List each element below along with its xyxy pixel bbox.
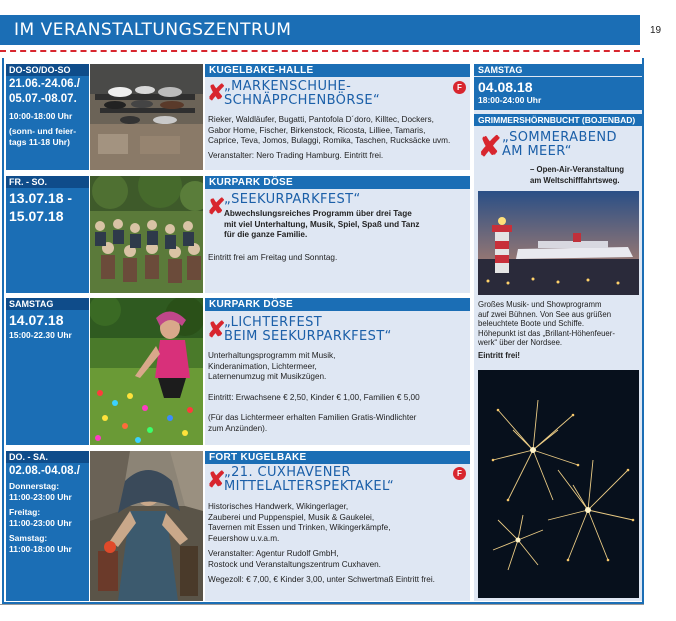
event-4-text-line: Zauberei und Puppenspiel, Musik & Gaukelei, bbox=[208, 512, 375, 522]
event-2-date-label: FR. - SO. bbox=[6, 176, 89, 188]
page-number: 19 bbox=[650, 25, 662, 36]
right-subtitle bbox=[530, 165, 624, 186]
event-2-title bbox=[224, 193, 361, 207]
event-1-text bbox=[208, 115, 450, 161]
event-1-date-line: 05.07.-08.07. bbox=[9, 93, 77, 105]
event-2-date-box bbox=[6, 176, 89, 293]
event-4-time: 11:00-18:00 Uhr bbox=[9, 544, 72, 554]
event-2-text-line: Eintritt frei am Freitag und Sonntag. bbox=[208, 253, 338, 262]
right-date-label: SAMSTAG bbox=[474, 64, 642, 76]
right-time: 18:00-24:00 Uhr bbox=[478, 95, 542, 105]
event-4-text-line: Veranstalter: Agentur Rudolf GmbH, bbox=[208, 549, 339, 558]
right-photo-fireworks bbox=[478, 370, 639, 598]
event-1-text-line: Rieker, Waldläufer, Bugatti, Pantofola D´doro, Killtec, Dockers, bbox=[208, 115, 434, 124]
event-2-text-line: Abwechslungsreiches Programm über drei Tage bbox=[224, 209, 412, 218]
x-marker-icon: ✘ bbox=[207, 194, 226, 219]
event-4-time: 11:00-23:00 Uhr bbox=[9, 518, 72, 528]
event-1-f-badge: F bbox=[453, 81, 466, 94]
event-4-time: Samstag: bbox=[9, 533, 48, 543]
event-3-text-line: Unterhaltungsprogramm mit Musik, bbox=[208, 351, 336, 360]
event-1-date-box bbox=[6, 64, 89, 170]
event-1-photo-shoes bbox=[90, 64, 203, 170]
event-4-title bbox=[224, 466, 394, 494]
event-1-text-line: Veranstalter: Nero Trading Hamburg. Eintritt frei. bbox=[208, 150, 384, 160]
right-title-line: AM MEER“ bbox=[502, 144, 572, 159]
event-4-text bbox=[208, 502, 435, 586]
right-date-box bbox=[474, 77, 642, 110]
event-3-text bbox=[208, 351, 420, 434]
event-2-date-line: 15.07.18 bbox=[9, 208, 64, 224]
right-text-line: Großes Musik- und Showprogramm bbox=[478, 300, 602, 309]
x-marker-icon: ✘ bbox=[207, 467, 226, 492]
right-subtitle-line: am Weltschifffahrtsweg. bbox=[530, 175, 620, 185]
event-3-text-line: Eintritt: Erwachsene € 2,50, Kinder € 1,00, Familien € 5,00 bbox=[208, 392, 420, 402]
event-2-title-line: „SEEKURPARKFEST“ bbox=[224, 192, 361, 207]
section-header bbox=[0, 15, 640, 45]
event-3-venue: KURPARK DÖSE bbox=[205, 298, 470, 311]
event-4-time: Freitag: bbox=[9, 507, 41, 517]
right-text-line: werk“ über der Nordsee. bbox=[478, 338, 563, 348]
event-4-time: 11:00-23:00 Uhr bbox=[9, 492, 72, 502]
right-title-line: „SOMMERABEND bbox=[502, 130, 617, 145]
event-3-text-line: zum Anzünden). bbox=[208, 423, 268, 433]
event-4-title-line: MITTELALTERSPEKTAKEL“ bbox=[224, 479, 395, 494]
event-3-text-line: Laternenumzug mit Musikzügen. bbox=[208, 372, 327, 381]
right-date: 04.08.18 bbox=[478, 79, 533, 95]
event-1-date-label: DO-SO/DO-SO bbox=[6, 64, 89, 76]
event-2-text-line: mit viel Unterhaltung, Musik, Spiel, Spaß und Tanz bbox=[224, 219, 420, 229]
right-text-line: auf zwei Bühnen. Von See aus grüßen bbox=[478, 309, 612, 319]
right-text-line: beleuchtete Boote und Schiffe. bbox=[478, 319, 585, 329]
right-text bbox=[478, 300, 615, 361]
event-3-photo-lights bbox=[90, 298, 203, 445]
event-4-date-label: DO. - SA. bbox=[6, 451, 89, 463]
right-subtitle-line: – Open-Air-Veranstaltung bbox=[530, 165, 625, 174]
event-3-date-box bbox=[6, 298, 89, 445]
event-2-text-line: für die ganze Familie. bbox=[224, 230, 308, 239]
event-1-title-line: „MARKENSCHUHE- bbox=[224, 79, 352, 94]
event-1-venue: KUGELBAKE-HALLE bbox=[205, 64, 470, 77]
right-title bbox=[502, 131, 617, 159]
event-2-text-bold bbox=[224, 209, 419, 241]
event-1-date-line: 21.06.-24.06./ bbox=[9, 78, 80, 90]
event-4-f-badge: F bbox=[453, 467, 466, 480]
event-4-text-line: Feuershow u.v.a.m. bbox=[208, 533, 280, 543]
event-1-title bbox=[224, 80, 380, 108]
event-4-text-line: Tavernen mit Essen und Trinken, Wikingerkämpfe, bbox=[208, 523, 391, 532]
event-1-title-line: SCHNÄPPCHENBÖRSE“ bbox=[224, 93, 381, 108]
event-4-text-line: Rostock und Veranstaltungszentrum Cuxhaven. bbox=[208, 559, 381, 569]
event-2-photo-crowd bbox=[90, 176, 203, 293]
event-2-text bbox=[208, 253, 337, 264]
x-marker-icon: ✘ bbox=[207, 80, 226, 105]
dashed-divider bbox=[0, 50, 640, 52]
right-venue: GRIMMERSHÖRNBUCHT (BOJENBAD) bbox=[474, 114, 642, 126]
event-1-text-line: Gabor Home, Fischer, Birkenstock, Ricosta, Lilliee, Tamaris, bbox=[208, 125, 426, 135]
bottom-rule bbox=[0, 604, 644, 605]
event-1-time: (sonn- und feier- bbox=[9, 126, 77, 136]
event-3-date-label: SAMSTAG bbox=[6, 298, 89, 310]
event-4-text-line: Wegezoll: € 7,00, € Kinder 3,00, unter Schwertmaß Eintritt frei. bbox=[208, 575, 435, 584]
event-3-title bbox=[224, 316, 392, 344]
event-4-title-line: „21. CUXHAVENER bbox=[224, 465, 351, 480]
event-4-date-line: 02.08.-04.08./ bbox=[9, 465, 80, 477]
event-1-time: 10:00-18:00 Uhr bbox=[9, 111, 73, 121]
right-text-line: Höhepunkt ist das „Brillant-Höhenfeuer- bbox=[478, 328, 615, 338]
event-1-text-line: Caprice, Teva, Jomos, Bulaggi, Romika, Taschen, Rucksäcke uvm. bbox=[208, 136, 451, 145]
event-2-date-line: 13.07.18 - bbox=[9, 190, 73, 206]
x-marker-icon: ✘ bbox=[478, 131, 502, 162]
event-3-text-line: Kinderanimation, Lichtermeer, bbox=[208, 361, 317, 371]
event-3-time: 15:00-22.30 Uhr bbox=[9, 330, 72, 340]
event-3-text-line: (Für das Lichtermeer erhalten Familien Gratis-Windlichter bbox=[208, 413, 417, 422]
event-3-date-line: 14.07.18 bbox=[9, 312, 64, 328]
event-1-time: tags 11-18 Uhr) bbox=[9, 137, 70, 147]
right-photo-lighthouse bbox=[478, 191, 639, 295]
event-4-date-box bbox=[6, 451, 89, 601]
event-3-title-line: „LICHTERFEST bbox=[224, 315, 323, 330]
event-2-venue: KURPARK DÖSE bbox=[205, 176, 470, 189]
event-4-time: Donnerstag: bbox=[9, 481, 60, 491]
right-free: Eintritt frei! bbox=[478, 350, 521, 360]
event-4-photo-medieval bbox=[90, 451, 203, 601]
event-3-title-line: BEIM SEEKURPARKFEST“ bbox=[224, 329, 392, 344]
event-4-venue: FORT KUGELBAKE bbox=[205, 451, 470, 464]
event-4-text-line: Historisches Handwerk, Wikingerlager, bbox=[208, 502, 349, 511]
section-title: IM VERANSTALTUNGSZENTRUM bbox=[14, 20, 292, 40]
x-marker-icon: ✘ bbox=[207, 317, 226, 342]
